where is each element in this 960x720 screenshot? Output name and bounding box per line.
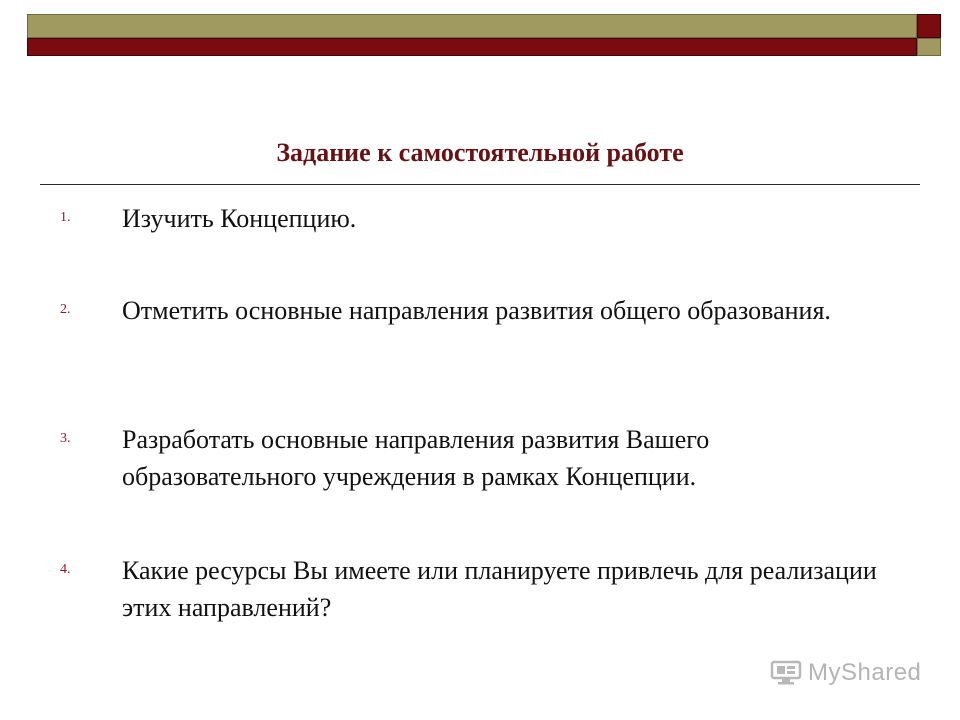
- list-item-number: 3.: [60, 431, 71, 446]
- list-item-text: Изучить Концепцию.: [122, 204, 357, 233]
- list-item-number: 2.: [60, 302, 71, 317]
- list-item-text: Разработать основные направления развития Вашего образовательного учреждения в рамках Концепции.: [122, 425, 710, 491]
- header-decoration: [0, 0, 960, 60]
- header-olive-bar: [27, 14, 917, 38]
- watermark: [770, 658, 921, 688]
- list-item-text: Какие ресурсы Вы имеете или планируете привлечь для реализации этих направлений?: [122, 556, 877, 622]
- watermark-text: MyShared: [808, 659, 922, 686]
- list-item-number: 1.: [60, 210, 71, 225]
- title-divider: [40, 184, 920, 185]
- header-olive-square: [917, 38, 941, 56]
- myshared-logo-icon: [770, 660, 802, 686]
- slide-title: Задание к самостоятельной работе: [276, 138, 684, 167]
- list-item-text: Отметить основные направления развития общего образования.: [122, 296, 831, 325]
- list-item-number: 4.: [60, 562, 71, 577]
- header-maroon-square: [917, 14, 941, 38]
- header-maroon-bar: [27, 38, 917, 56]
